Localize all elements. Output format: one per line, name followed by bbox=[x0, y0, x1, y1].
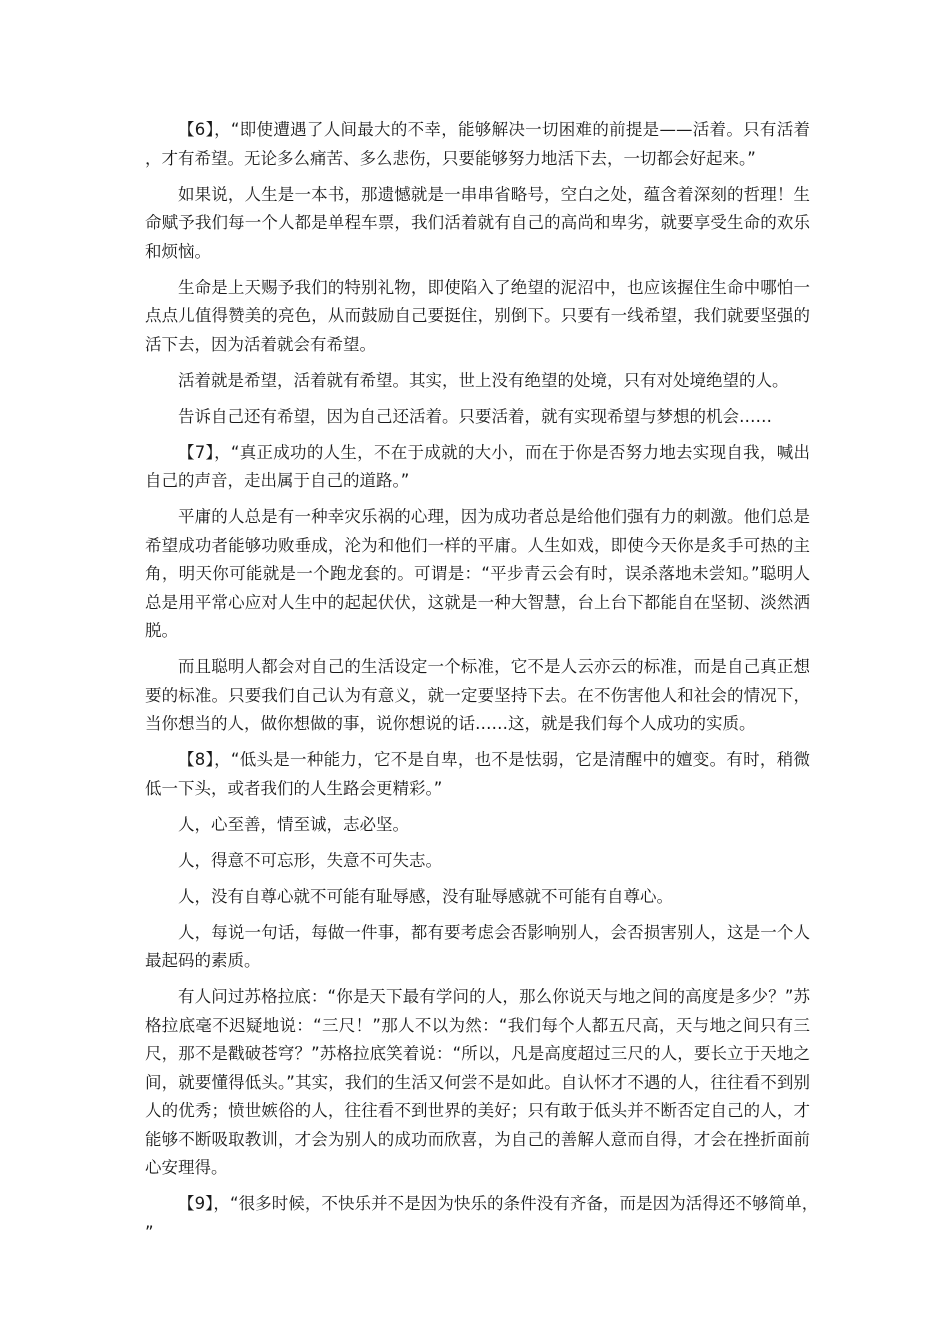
paragraph-quote-9: 【9】，“很多时候，不快乐并不是因为快乐的条件没有齐备，而是因为活得还不够简单，” bbox=[145, 1194, 810, 1242]
paragraph: 生命是上天赐予我们的特别礼物，即使陷入了绝望的泥沼中，也应该握住生命中哪怕一点点儿值得赞美的亮色，从而鼓励自己要挺住，别倒下。只要有一线希望，我们就要坚强的活下去，因为活着就会有希望。 bbox=[145, 277, 810, 354]
paragraph-quote-7: 【7】，“真正成功的人生，不在于成就的大小，而在于你是否努力地去实现自我，喊出自己的声音，走出属于自己的道路。” bbox=[145, 442, 810, 490]
paragraph-quote-8: 【8】，“低头是一种能力，它不是自卑，也不是怯弱，它是清醒中的嬗变。有时，稍微低一下头，或者我们的人生路会更精彩。” bbox=[145, 750, 810, 798]
paragraph: 人，心至善，情至诚，志必坚。 bbox=[178, 814, 409, 834]
paragraph: 而且聪明人都会对自己的生活设定一个标准，它不是人云亦云的标准，而是自己真正想要的标准。只要我们自己认为有意义，就一定要坚持下去。在不伤害他人和社会的情况下，当你想当的人，做你想做的事，说你想说的话……这，就是我们每个人成功的实质。 bbox=[145, 657, 810, 733]
paragraph: 如果说，人生是一本书，那遗憾就是一串串省略号，空白之处，蕴含着深刻的哲理！生命赋予我们每一个人都是单程车票，我们活着就有自己的高尚和卑劣，就要享受生命的欢乐和烦恼。 bbox=[145, 184, 810, 261]
paragraph: 活着就是希望，活着就有希望。其实，世上没有绝望的处境，只有对处境绝望的人。 bbox=[178, 370, 789, 390]
paragraph: 人，得意不可忘形，失意不可失志。 bbox=[178, 850, 442, 870]
paragraph: 人，没有自尊心就不可能有耻辱感，没有耻辱感就不可能有自尊心。 bbox=[178, 886, 673, 906]
document-body bbox=[145, 116, 810, 1255]
paragraph: 有人问过苏格拉底：“你是天下最有学问的人，那么你说天与地之间的高度是多少？”苏格拉底毫不迟疑地说：“三尺！”那人不以为然：“我们每个人都五尺高，天与地之间只有三尺，那不是戳破苍穹？”苏格拉底笑着说：“所以，凡是高度超过三尺的人，要长立于天地之间，就要懂得低头。”其实，我们的生活又何尝不是如此。自认怀才不遇的人，往往看不到别人的优秀；愤世嫉俗的人，往往看不到世界的美好；只有敢于低头并不断否定自己的人，才能够不断吸取教训，才会为别人的成功而欣喜，为自己的善解人意而自得，才会在挫折面前心安理得。 bbox=[145, 987, 810, 1177]
paragraph: 告诉自己还有希望，因为自己还活着。只要活着，就有实现希望与梦想的机会…… bbox=[178, 406, 772, 426]
paragraph: 平庸的人总是有一种幸灾乐祸的心理，因为成功者总是给他们强有力的刺激。他们总是希望成功者能够功败垂成，沦为和他们一样的平庸。人生如戏，即使今天你是炙手可热的主角，明天你可能就是一个跑龙套的。可谓是：“平步青云会有时，误杀落地未尝知。”聪明人总是用平常心应对人生中的起起伏伏，这就是一种大智慧，台上台下都能自在坚韧、淡然洒脱。 bbox=[145, 507, 810, 640]
paragraph-quote-6: 【6】，“即使遭遇了人间最大的不幸，能够解决一切困难的前提是——活着。只有活着，才有希望。无论多么痛苦、多么悲伤，只要能够努力地活下去，一切都会好起来。” bbox=[145, 120, 810, 168]
paragraph: 人，每说一句话，每做一件事，都有要考虑会否影响别人，会否损害别人，这是一个人最起码的素质。 bbox=[145, 922, 810, 970]
